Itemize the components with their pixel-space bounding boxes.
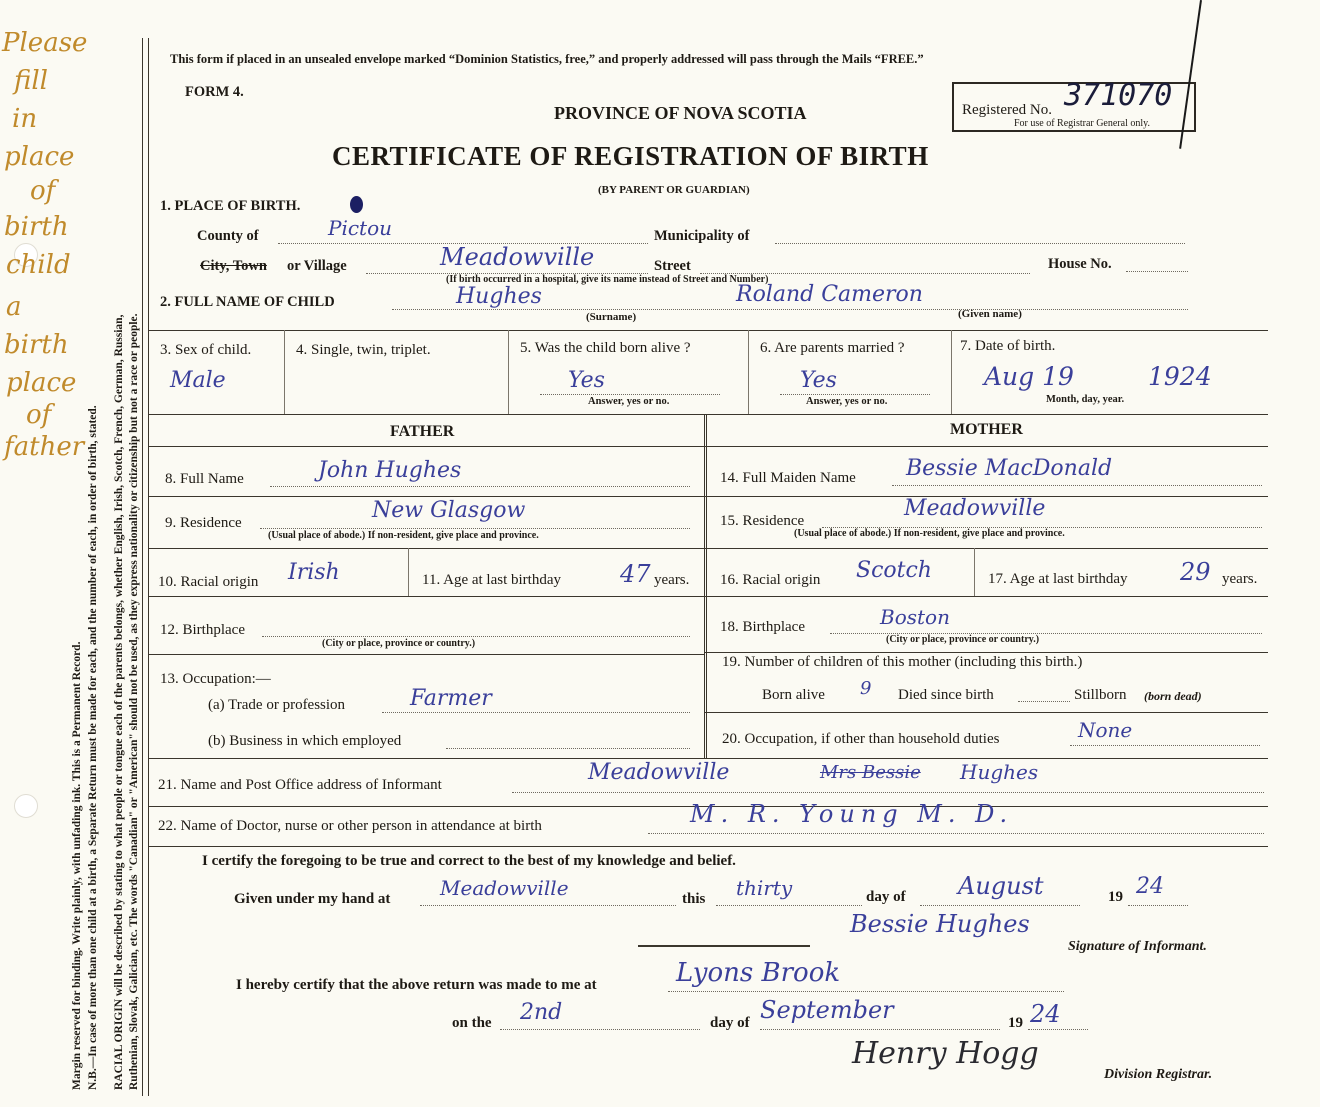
parents-box-bottom (148, 758, 1268, 759)
row3-divider-3 (748, 330, 749, 414)
mother-race-value: Scotch (856, 558, 932, 583)
informant-label: 21. Name and Post Office address of Informant (158, 777, 442, 793)
parents-married-caption: Answer, yes or no. (806, 396, 888, 407)
mother-age-value: 29 (1180, 558, 1211, 586)
margin-note-line-6: birth (4, 212, 69, 242)
mother-row-rule-2 (704, 548, 1268, 549)
child-name-line (392, 309, 1188, 310)
row3-divider-1 (284, 330, 285, 414)
on-the-label: on the (452, 1015, 492, 1031)
parents-heading-rule (148, 446, 1268, 447)
born-alive-label: 5. Was the child born alive ? (520, 340, 691, 356)
mother-birthplace-value: Boston (880, 605, 950, 629)
date-of-birth-month-day: Aug 19 (984, 362, 1074, 391)
margin-instruction-4: Ruthenian, Slovak, Galician, etc. The words "Canadian" or "American" should not be used, as they express nationality or citizenship but not a race or people. (128, 313, 140, 1090)
mother-age-label: 17. Age at last birthday (988, 571, 1128, 587)
house-number-line (1126, 271, 1188, 272)
village-value: Meadowville (440, 243, 595, 271)
informant-signature-caption: Signature of Informant. (1068, 939, 1207, 954)
registrar-month-line (760, 1029, 1000, 1030)
month-line (920, 905, 1080, 906)
mother-name-value: Bessie MacDonald (906, 456, 1113, 481)
father-residence-line (260, 528, 690, 529)
father-age-label: 11. Age at last birthday (422, 572, 561, 588)
registrar-month-value: September (760, 996, 894, 1024)
father-row-rule-1 (148, 496, 704, 497)
mother-residence-label: 15. Residence (720, 513, 805, 529)
given-place-value: Meadowville (440, 876, 569, 900)
informant-surname: Hughes (960, 760, 1039, 784)
mother-name-label: 14. Full Maiden Name (720, 470, 856, 486)
attendant-label: 22. Name of Doctor, nurse or other person in attendance at birth (158, 818, 542, 834)
mother-residence-value: Meadowville (904, 496, 1046, 521)
county-value: Pictou (328, 216, 393, 240)
margin-note-line-3: in (12, 104, 38, 134)
father-birthplace-label: 12. Birthplace (160, 622, 245, 638)
margin-border (142, 38, 143, 1096)
margin-note-line-5: of (30, 176, 56, 206)
father-race-label: 10. Racial origin (158, 574, 259, 590)
row3-top-border (148, 330, 1268, 331)
date-of-birth-caption: Month, day, year. (1046, 394, 1125, 405)
village-label: or Village (287, 258, 347, 274)
row3-bottom-border (148, 414, 1268, 415)
registrar-place-line (668, 991, 1064, 992)
given-place-line (420, 905, 676, 906)
margin-note-line-11: of (26, 400, 52, 430)
year-prefix: 19 (1108, 889, 1123, 905)
father-birthplace-caption: (City or place, province or country.) (322, 638, 476, 649)
attendant-line (648, 833, 1264, 834)
house-number-label: House No. (1048, 256, 1112, 272)
informant-struck-name: Mrs Bessie (820, 762, 921, 783)
street-label: Street (654, 258, 691, 274)
date-of-birth-year: 1924 (1148, 362, 1212, 391)
registrar-day-of-label: day of (710, 1015, 750, 1031)
margin-note-line-7: child (6, 250, 71, 280)
margin-note-line-12: father (4, 432, 85, 462)
single-twin-label: 4. Single, twin, triplet. (296, 342, 431, 358)
year-suffix: 24 (1136, 874, 1164, 899)
margin-note-line-2: fill (14, 66, 48, 96)
father-row-rule-2 (148, 548, 704, 549)
form-number: FORM 4. (185, 84, 244, 100)
father-birthplace-line (262, 636, 690, 637)
municipality-label: Municipality of (654, 228, 750, 244)
hospital-note: (If birth occurred in a hospital, give its name instead of Street and Number) (446, 274, 769, 285)
child-name-label: 2. FULL NAME OF CHILD (160, 294, 335, 310)
day-of-label: day of (866, 889, 906, 905)
mother-occupation-label: 20. Occupation, if other than household duties (722, 731, 1000, 747)
father-residence-label: 9. Residence (165, 515, 242, 531)
mother-row-rule-3 (704, 596, 1268, 597)
registrar-year-value: 24 (1030, 1000, 1061, 1028)
informant-certification: I certify the foregoing to be true and correct to the best of my knowledge and belief. (202, 853, 736, 869)
mother-name-line (892, 485, 1262, 486)
certificate-subtitle: (BY PARENT OR GUARDIAN) (598, 184, 750, 196)
day-line (716, 905, 862, 906)
this-label: this (682, 891, 706, 907)
registrar-year-prefix: 19 (1008, 1015, 1023, 1031)
father-occupation-label: 13. Occupation:— (160, 671, 271, 687)
margin-note-line-1: Please (2, 28, 88, 58)
given-name-caption: (Given name) (958, 308, 1022, 320)
father-race-divider (408, 548, 409, 596)
father-race-value: Irish (288, 560, 340, 585)
business-line (446, 748, 690, 749)
born-alive-count-value: 9 (860, 678, 872, 699)
margin-note-line-4: place (4, 142, 75, 172)
business-label: (b) Business in which employed (208, 733, 402, 749)
registered-number: 371070 (1064, 78, 1173, 113)
year-line (1128, 905, 1188, 906)
born-alive-line (540, 394, 720, 395)
parents-married-label: 6. Are parents married ? (760, 340, 905, 356)
surname-caption: (Surname) (586, 311, 637, 323)
row3-divider-2 (508, 330, 509, 414)
child-given-name: Roland Cameron (736, 282, 923, 307)
registrar-certification: I hereby certify that the above return was made to me at (236, 977, 597, 993)
place-of-birth-heading: 1. PLACE OF BIRTH. (160, 198, 301, 214)
children-count-label: 19. Number of children of this mother (including this birth.) (722, 654, 1083, 670)
row3-divider-4 (951, 330, 952, 414)
registered-box (952, 78, 1196, 132)
sex-value: Male (170, 368, 226, 393)
registrar-day-line (500, 1029, 700, 1030)
registrar-year-line (1028, 1029, 1088, 1030)
child-surname: Hughes (456, 284, 542, 309)
mother-row-rule-4 (704, 652, 1268, 653)
registered-label: Registered No. (962, 102, 1052, 118)
form-left-border (148, 38, 149, 1096)
mother-years-label: years. (1222, 571, 1258, 587)
parents-divider (704, 414, 707, 758)
margin-instruction-2: N.B.—In case of more than one child at a birth, a Separate Return must be made for each, and the number of each, in order of birth, stated. (87, 405, 99, 1090)
trade-line (382, 712, 690, 713)
mother-heading: MOTHER (950, 421, 1023, 438)
informant-signature: Bessie Hughes (850, 910, 1030, 938)
father-residence-value: New Glasgow (372, 498, 526, 523)
margin-note-line-10: place (6, 368, 77, 398)
stillborn-label: Stillborn (1074, 687, 1127, 703)
margin-instruction-3: RACIAL ORIGIN will be described by stating to what people or tongue each of the parents belongs, whether English, Irish, Scotch, French, German, Russian, (113, 314, 125, 1090)
mother-occupation-line (1070, 745, 1260, 746)
margin-note-line-9: birth (4, 330, 69, 360)
registrar-separator (638, 945, 810, 947)
certificate-title: CERTIFICATE OF REGISTRATION OF BIRTH (332, 141, 929, 171)
father-age-value: 47 (620, 560, 651, 588)
father-row-rule-3 (148, 596, 704, 597)
mother-residence-caption: (Usual place of abode.) If non-resident, give place and province. (794, 528, 1065, 539)
died-since-birth-label: Died since birth (898, 687, 994, 703)
father-name-line (270, 486, 690, 487)
county-label: County of (197, 228, 259, 244)
died-since-birth-line (1018, 701, 1070, 702)
province-title: PROVINCE OF NOVA SCOTIA (554, 103, 807, 123)
month-value: August (958, 872, 1044, 900)
mother-race-divider (974, 548, 975, 596)
informant-place: Meadowville (588, 760, 730, 785)
ink-blot (350, 196, 363, 213)
father-residence-caption: (Usual place of abode.) If non-resident, give place and province. (268, 530, 539, 541)
punch-hole-bottom (14, 794, 38, 818)
father-years-label: years. (654, 572, 690, 588)
trade-label: (a) Trade or profession (208, 697, 346, 713)
mother-race-label: 16. Racial origin (720, 572, 821, 588)
margin-instruction-1: Margin reserved for binding. Write plainly, with unfading ink. This is a Permanent Record. (71, 641, 83, 1090)
born-alive-caption: Answer, yes or no. (588, 396, 670, 407)
given-under-hand-label: Given under my hand at (234, 891, 391, 907)
parents-married-line (780, 394, 930, 395)
trade-value: Farmer (410, 686, 492, 711)
municipality-line (775, 243, 1185, 244)
born-alive-count-label: Born alive (762, 687, 825, 703)
sex-label: 3. Sex of child. (160, 342, 252, 358)
mother-row-rule-5 (704, 712, 1268, 713)
s22-bottom-rule (148, 846, 1268, 847)
postal-notice: This form if placed in an unsealed envelope marked “Dominion Statistics, free,” and properly addressed will pass through the Mails “FREE.” (170, 52, 924, 66)
registrar-signature: Henry Hogg (852, 1036, 1039, 1071)
mother-occupation-value: None (1078, 718, 1133, 742)
registrar-note: For use of Registrar General only. (1014, 118, 1150, 129)
day-value: thirty (736, 876, 793, 900)
father-heading: FATHER (390, 423, 455, 440)
born-alive-value: Yes (568, 368, 605, 393)
father-name-value: John Hughes (318, 458, 462, 483)
mother-birthplace-label: 18. Birthplace (720, 619, 805, 635)
date-of-birth-label: 7. Date of birth. (960, 338, 1056, 354)
father-row-rule-4 (148, 654, 704, 655)
city-town-struck: City, Town (200, 258, 267, 274)
attendant-value: M. R. Young M. D. (690, 800, 1014, 828)
registrar-place-value: Lyons Brook (676, 958, 841, 988)
mother-birthplace-caption: (City or place, province or country.) (886, 634, 1040, 645)
registrar-day-value: 2nd (520, 1000, 563, 1025)
father-name-label: 8. Full Name (165, 471, 244, 487)
stillborn-note: (born dead) (1144, 689, 1202, 703)
margin-note-line-8: a (6, 292, 22, 322)
parents-married-value: Yes (800, 368, 837, 393)
registrar-caption: Division Registrar. (1104, 1067, 1213, 1082)
informant-line (512, 792, 1264, 793)
